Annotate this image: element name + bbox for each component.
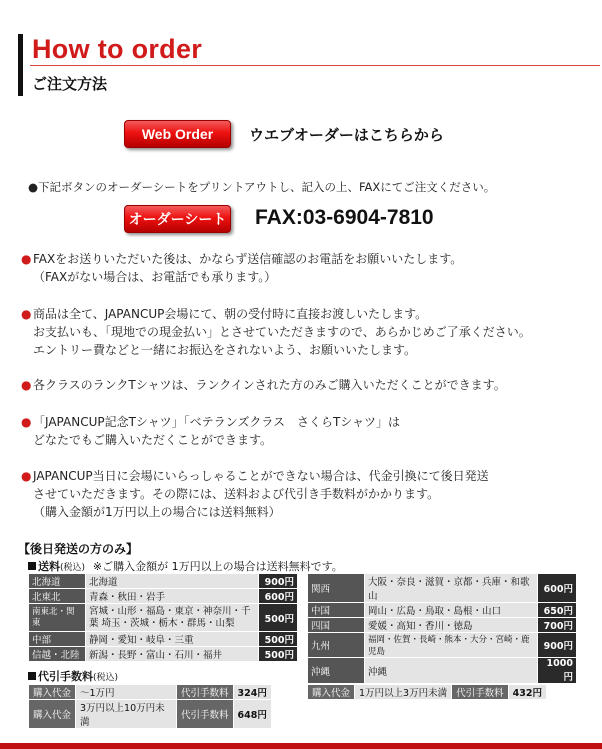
areas-cell: 大阪・奈良・滋賀・京都・兵庫・和歌山 <box>365 574 538 603</box>
table-row <box>29 685 272 700</box>
table-row <box>29 604 298 632</box>
price-cell: 500円 <box>259 647 298 662</box>
bullet-icon: ● <box>21 469 32 483</box>
fee-range-cell: 1万円以上3万円未満 <box>355 685 452 700</box>
shipping-tax-note: (税込) <box>60 563 86 573</box>
price-cell: 600円 <box>538 574 577 603</box>
note-line: JAPANCUP当日に会場にいらっしゃることができない場合は、代金引換にて後日発送 <box>33 469 489 483</box>
region-cell: 南東北・関東 <box>29 604 86 632</box>
price-cell: 1000円 <box>538 658 577 684</box>
note-line: FAXをお送りいただいた後は、かならず送信確認のお電話をお願いいたします。 <box>33 252 463 266</box>
fee-label-cell: 購入代金 <box>29 700 76 729</box>
web-order-text: ウエブオーダーはこちらから <box>249 126 444 144</box>
note-line: どなたでもご購入いただくことができます。 <box>33 433 273 447</box>
table-row <box>29 632 298 647</box>
table-row <box>308 574 577 603</box>
region-cell: 中部 <box>29 632 86 647</box>
note-cod-shipping <box>21 467 489 521</box>
fee-label-cell: 購入代金 <box>308 685 355 700</box>
price-cell: 500円 <box>259 604 298 632</box>
areas-cell: 静岡・愛知・岐阜・三重 <box>86 632 259 647</box>
shipping-heading <box>28 558 343 574</box>
table-row <box>29 589 298 604</box>
fee-table-left <box>28 684 272 729</box>
note-commemorative-tshirt <box>21 413 401 449</box>
fee-range-cell: 3万円以上10万円未満 <box>76 700 177 729</box>
bottom-accent-bar <box>0 743 602 749</box>
table-row <box>308 603 577 618</box>
fee-label: 代引手数料 <box>38 670 93 683</box>
page-header <box>18 32 600 98</box>
header-divider <box>30 65 600 66</box>
shipping-label: 送料 <box>38 560 60 573</box>
table-row <box>29 574 298 589</box>
bullet-icon: ● <box>21 307 32 321</box>
areas-cell: 青森・秋田・岩手 <box>86 589 259 604</box>
table-row <box>308 633 577 658</box>
print-instruction: ●下記ボタンのオーダーシートをプリントアウトし、記入の上、FAXにてご注文ください。 <box>28 180 496 194</box>
note-line: 「JAPANCUP記念Tシャツ」「ベテランズクラス さくらTシャツ」は <box>33 415 401 429</box>
fee-tax-note: (税込) <box>93 673 119 683</box>
later-shipping-title: 【後日発送の方のみ】 <box>18 542 139 556</box>
note-line: （FAXがない場合は、お電話でも承ります。） <box>33 270 277 284</box>
note-rank-tshirt <box>21 376 506 394</box>
fee-label-cell: 購入代金 <box>29 685 76 700</box>
region-cell: 関西 <box>308 574 365 603</box>
region-cell: 北海道 <box>29 574 86 589</box>
table-row <box>308 685 547 700</box>
note-line: 各クラスのランクTシャツは、ランクインされた方のみご購入いただくことができます。 <box>33 378 506 392</box>
table-row <box>29 700 272 729</box>
areas-cell: 福岡・佐賀・長崎・熊本・大分・宮崎・鹿児島 <box>365 633 538 658</box>
table-row <box>308 658 577 684</box>
price-cell: 700円 <box>538 618 577 633</box>
note-line: エントリー費などと一緒にお振込をされないよう、お願いいたします。 <box>33 343 417 357</box>
note-line: させていただきます。その際には、送料および代引き手数料がかかります。 <box>33 487 440 501</box>
fee-table-right <box>307 684 547 700</box>
fee-heading <box>28 668 118 684</box>
region-cell: 四国 <box>308 618 365 633</box>
order-sheet-button[interactable]: オーダーシート <box>124 205 231 233</box>
square-bullet-icon <box>28 562 36 570</box>
price-cell: 900円 <box>538 633 577 658</box>
region-cell: 沖縄 <box>308 658 365 684</box>
bullet-icon: ● <box>21 415 32 429</box>
table-row <box>308 618 577 633</box>
fee-label-cell: 代引手数料 <box>177 685 234 700</box>
bullet-icon: ● <box>21 252 32 266</box>
square-bullet-icon <box>28 672 36 680</box>
fee-range-cell: ～1万円 <box>76 685 177 700</box>
price-cell: 600円 <box>259 589 298 604</box>
region-cell: 北東北 <box>29 589 86 604</box>
note-delivery <box>21 305 531 359</box>
page-subtitle: ご注文方法 <box>32 75 108 93</box>
shipping-table-right <box>307 573 577 684</box>
price-cell: 650円 <box>538 603 577 618</box>
web-order-button[interactable]: Web Order <box>124 120 231 148</box>
fee-price-cell: 324円 <box>233 685 271 700</box>
region-cell: 九州 <box>308 633 365 658</box>
fee-label-cell: 代引手数料 <box>452 685 509 700</box>
fax-number: FAX:03-6904-7810 <box>255 206 434 229</box>
note-line: 商品は全て、JAPANCUP会場にて、朝の受付時に直接お渡しいたします。 <box>33 307 428 321</box>
note-line: お支払いも、「現地での現金払い」とさせていただきますので、あらかじめご了承ください。 <box>33 325 531 339</box>
shipping-free-note: ※ご購入金額が 1万円以上の場合は送料無料です。 <box>92 560 343 573</box>
price-cell: 900円 <box>259 574 298 589</box>
region-cell: 中国 <box>308 603 365 618</box>
shipping-table-left <box>28 573 298 662</box>
areas-cell: 北海道 <box>86 574 259 589</box>
areas-cell: 新潟・長野・富山・石川・福井 <box>86 647 259 662</box>
bullet-icon: ● <box>21 378 32 392</box>
areas-cell: 愛媛・高知・香川・徳島 <box>365 618 538 633</box>
areas-cell: 岡山・広島・鳥取・島根・山口 <box>365 603 538 618</box>
table-row <box>29 647 298 662</box>
fee-price-cell: 432円 <box>508 685 546 700</box>
note-line: （購入金額が1万円以上の場合には送料無料） <box>33 505 281 519</box>
areas-cell: 沖縄 <box>365 658 538 684</box>
page-title: How to order <box>32 34 203 64</box>
price-cell: 500円 <box>259 632 298 647</box>
header-accent-bar <box>18 34 23 96</box>
fee-price-cell: 648円 <box>233 700 271 729</box>
note-fax-confirm <box>21 250 463 286</box>
region-cell: 信越・北陸 <box>29 647 86 662</box>
fee-label-cell: 代引手数料 <box>177 700 234 729</box>
areas-cell: 宮城・山形・福島・東京・神奈川・千葉 埼玉・茨城・栃木・群馬・山梨 <box>86 604 259 632</box>
